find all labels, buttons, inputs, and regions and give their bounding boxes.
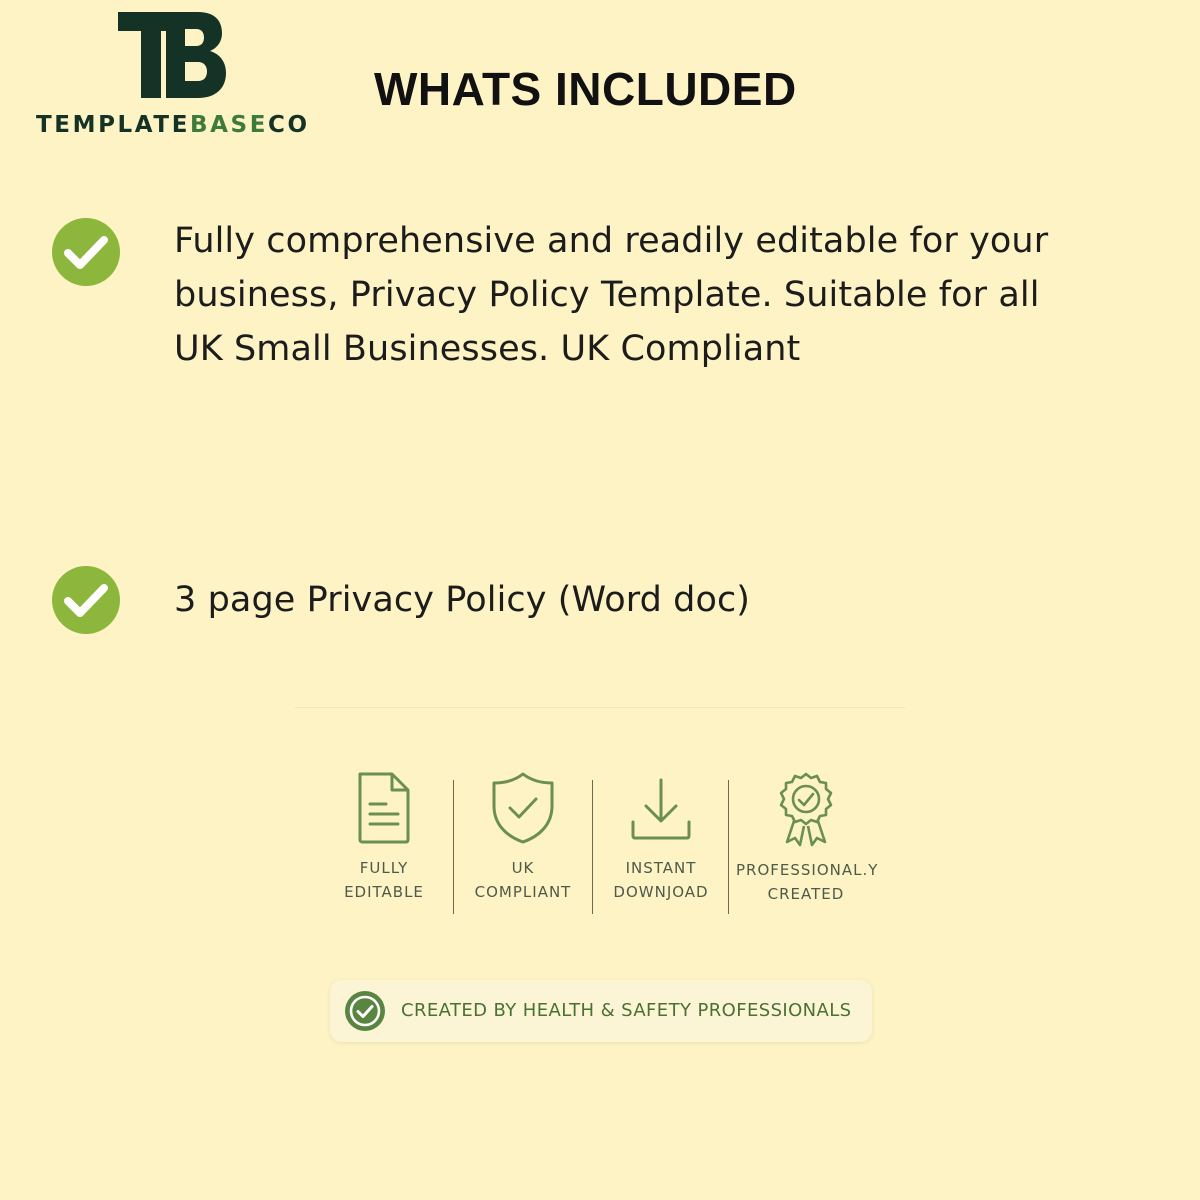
brand-logo <box>36 12 326 142</box>
shield-check-icon <box>490 770 556 846</box>
badge-label: FULLY EDITABLE <box>344 859 424 901</box>
badge-separator <box>728 780 729 914</box>
feature-item-text: 3 page Privacy Policy (Word doc) <box>174 580 751 620</box>
badge-instant-download <box>591 770 731 904</box>
tb-monogram-logo <box>118 12 228 102</box>
brand-wordmark: TEMPLATEBASECO <box>36 112 310 138</box>
check-circle-icon <box>52 566 120 634</box>
award-ribbon-icon <box>773 770 839 848</box>
badge-uk-compliant <box>453 770 593 904</box>
badge-label: UK COMPLIANT <box>474 859 572 901</box>
document-icon <box>354 770 414 846</box>
created-by-text: CREATED BY HEALTH & SAFETY PROFESSIONALS <box>401 1000 852 1021</box>
badge-label: INSTANT DOWNJOAD <box>613 859 709 901</box>
badge-label: PROFESSIONAL.Y CREATED <box>736 861 879 903</box>
feature-item-text: Fully comprehensive and readily editable for your business, Privacy Policy Template. Suitable for all UK Small Businesses. UK Compliant <box>174 221 1049 369</box>
check-circle-icon <box>52 218 120 286</box>
check-circle-icon <box>345 991 385 1031</box>
badge-professionally-created <box>736 770 879 906</box>
download-icon <box>628 770 694 846</box>
badge-fully-editable <box>314 770 454 904</box>
divider <box>295 707 905 708</box>
created-by-badge <box>330 980 872 1042</box>
page-title: WHATS INCLUDED <box>374 63 797 115</box>
feature-badges <box>314 770 879 930</box>
